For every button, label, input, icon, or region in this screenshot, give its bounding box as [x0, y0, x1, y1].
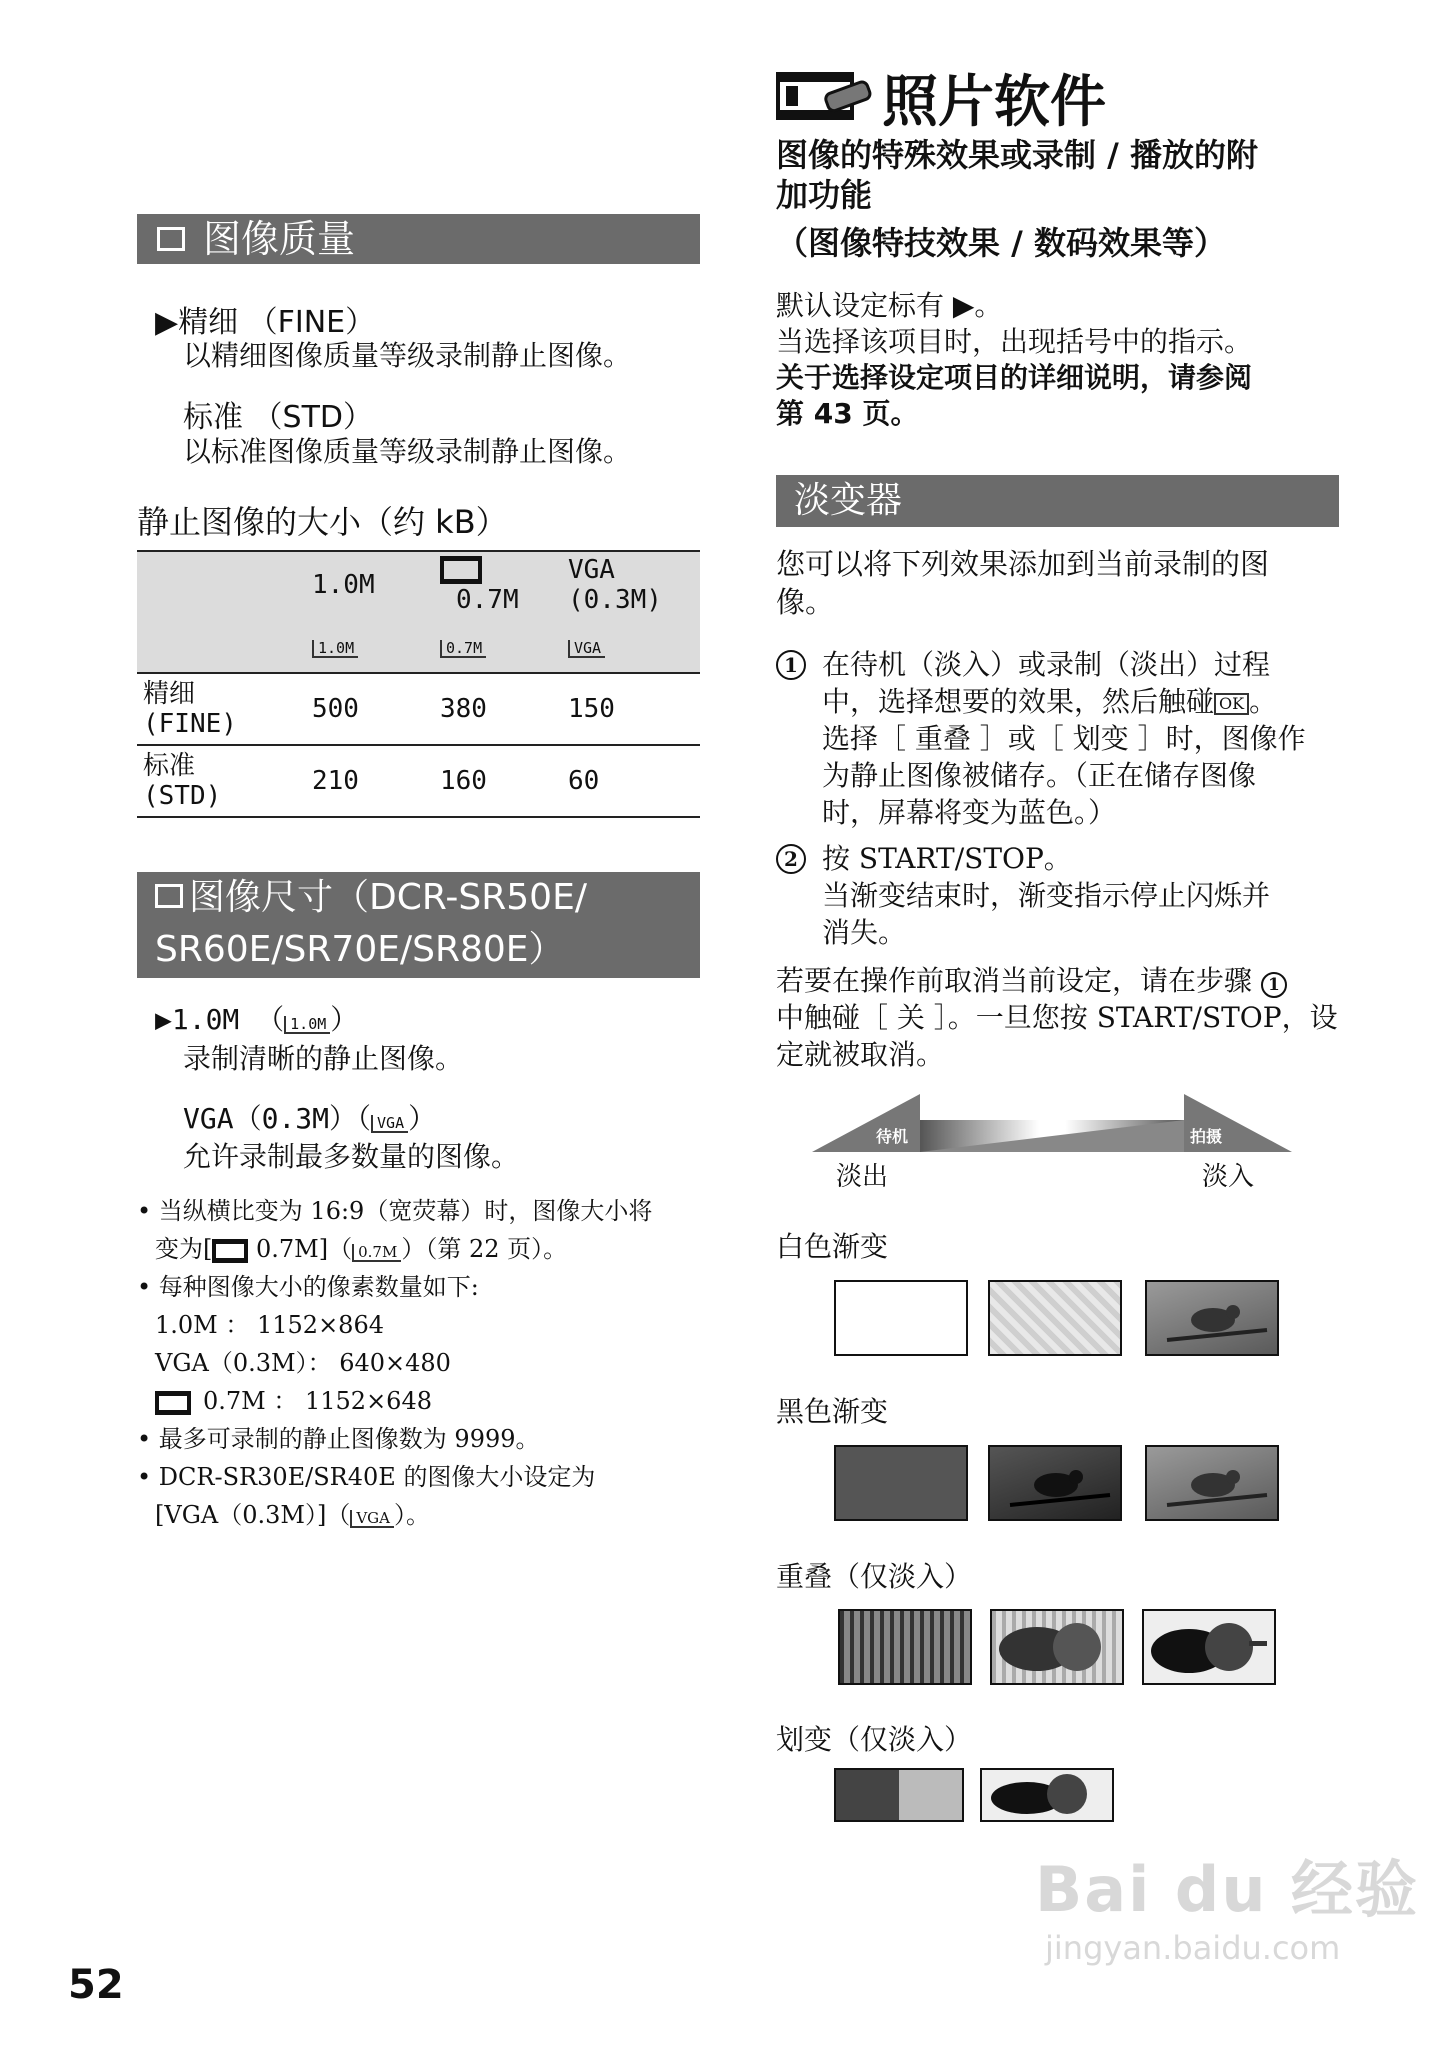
menu-square-icon	[155, 884, 183, 908]
cell: 500	[312, 673, 440, 745]
col-header: 0.7M	[440, 551, 568, 617]
note-item: • 每种图像大小的像素数量如下:	[137, 1273, 479, 1301]
col-header: VGA (0.3M)	[568, 551, 700, 617]
bird-image	[1147, 1282, 1277, 1354]
note-item: 0.7M ： 1152×648	[137, 1382, 717, 1420]
intro-line: 第 43 页。	[776, 397, 919, 430]
section-title-line2: SR60E/SR70E/SR80E）	[155, 929, 565, 970]
black-fade-thumb-1	[834, 1445, 968, 1521]
step-2	[776, 840, 1346, 951]
size-notes	[137, 1192, 717, 1534]
opt2-label: VGA（0.3M）（ VGA ）	[183, 1102, 437, 1135]
table-row	[137, 745, 700, 817]
watermark-logo: Bai du 经验	[1035, 1853, 1420, 1926]
size-chip: VGA	[350, 1510, 394, 1528]
acorn-image	[992, 1611, 1122, 1683]
wipe-thumb-1	[834, 1768, 964, 1822]
recording-tag: 拍摄	[1190, 1127, 1223, 1146]
image-size-table	[137, 550, 700, 818]
white-fade-thumb-2	[988, 1280, 1122, 1356]
size-chip: 1.0M	[312, 640, 358, 658]
row-label: 精细 (FINE)	[137, 673, 312, 745]
step-line: 中，选择想要的效果，然后触碰 OK 。	[822, 685, 1278, 718]
image-size-heading	[137, 872, 700, 978]
size-chip: VGA	[371, 1115, 408, 1133]
cancel-line: 若要在操作前取消当前设定，请在步骤 1	[776, 962, 1346, 999]
step-line: 为静止图像被储存。（正在储存图像	[822, 759, 1257, 792]
film-camera-icon	[776, 64, 876, 122]
note-item: • 最多可录制的静止图像数为 9999。	[137, 1425, 540, 1453]
subtitle-line1: 图像的特殊效果或录制 / 播放的附	[776, 136, 1258, 174]
baidu-watermark	[1035, 1840, 1419, 1967]
note-item: [VGA（0.3M）]（ VGA ）。	[155, 1501, 430, 1529]
desc-line: 像。	[776, 585, 835, 619]
image-quality-heading	[137, 214, 700, 264]
ok-button-icon: OK	[1214, 693, 1249, 715]
white-fade-thumb-3	[1145, 1280, 1279, 1356]
bird-image	[1147, 1447, 1277, 1519]
fader-heading	[776, 475, 1339, 527]
size-chip: 0.7M	[440, 640, 486, 658]
note-item: • 当纵横比变为 16:9（宽荧幕）时，图像大小将	[137, 1197, 653, 1225]
cell: 380	[440, 673, 568, 745]
size-chip: 1.0M	[284, 1016, 330, 1034]
menu-square-icon	[157, 227, 185, 251]
step-line: 当渐变结束时，渐变指示停止闪烁并	[822, 879, 1271, 912]
black-fade-thumb-2	[988, 1445, 1122, 1521]
note-item: 变为[ 0.7M]（ 0.7M ）（第 22 页）。	[155, 1235, 568, 1263]
overlap-thumb-2	[990, 1609, 1124, 1685]
subtitle-line2: 加功能	[776, 176, 873, 214]
size-table-title: 静止图像的大小（约 kB）	[137, 503, 508, 541]
fade-diagram	[812, 1090, 1292, 1190]
standby-tag: 待机	[876, 1127, 909, 1146]
overlap-thumb-3	[1142, 1609, 1276, 1685]
fade-in-label: 淡入	[1202, 1162, 1255, 1192]
intro-line: 关于选择设定项目的详细说明，请参阅	[776, 361, 1253, 394]
section-title: 淡变器	[794, 480, 903, 521]
size-chip: 0.7M	[352, 1244, 401, 1262]
bird-image	[990, 1447, 1120, 1519]
effect-label: 划变（仅淡入）	[776, 1723, 973, 1756]
step-line: 按 START/STOP。	[822, 842, 1072, 875]
size-chip: VGA	[568, 640, 605, 658]
white-fade-thumb-1	[834, 1280, 968, 1356]
note-item: 1.0M ： 1152×864	[155, 1311, 384, 1339]
intro-text	[776, 288, 1252, 432]
step-number-icon: 1	[1261, 972, 1287, 998]
fader-desc	[776, 545, 1269, 621]
acorn-image	[1144, 1611, 1274, 1683]
black-fade-thumb-3	[1145, 1445, 1279, 1521]
effect-label: 白色渐变	[776, 1230, 889, 1263]
cell: 60	[568, 745, 700, 817]
cancel-line: 中触碰［ 关 ］。一旦您按 START/STOP，设	[776, 1001, 1338, 1034]
cell: 160	[440, 745, 568, 817]
cell: 210	[312, 745, 440, 817]
note-item: • DCR-SR30E/SR40E 的图像大小设定为	[137, 1463, 596, 1491]
step-line: 消失。	[822, 916, 907, 949]
section-title: 图像尺寸（DCR-SR50E/	[189, 877, 587, 918]
std-label: 标准 （STD）	[183, 400, 374, 435]
wipe-thumb-2	[980, 1768, 1114, 1822]
acorn-image	[982, 1770, 1112, 1820]
col-header: 1.0M	[312, 551, 440, 617]
opt2-desc: 允许录制最多数量的图像。	[183, 1140, 520, 1173]
overlap-thumb-1	[838, 1609, 972, 1685]
watermark-url: jingyan.baidu.com	[1045, 1929, 1341, 1967]
widescreen-icon	[440, 556, 482, 584]
fine-label: ▶精细 （FINE）	[155, 305, 376, 340]
page-heading: 照片软件	[882, 70, 1106, 135]
page-number: 52	[68, 1962, 124, 2008]
section-title: 图像质量	[203, 217, 356, 261]
intro-line: 当选择该项目时，出现括号中的指示。	[776, 325, 1253, 358]
desc-line: 您可以将下列效果添加到当前录制的图	[776, 547, 1270, 581]
step-number-icon: 1	[776, 650, 806, 680]
step-1	[776, 646, 1346, 831]
opt1-desc: 录制清晰的静止图像。	[183, 1042, 464, 1075]
widescreen-icon	[155, 1391, 191, 1415]
effect-label: 黑色渐变	[776, 1395, 889, 1428]
row-label: 标准 (STD)	[137, 745, 312, 817]
cancel-text	[776, 962, 1346, 1073]
opt1-label: ▶1.0M （ 1.0M ）	[155, 1003, 359, 1036]
fade-out-label: 淡出	[836, 1162, 889, 1192]
std-desc: 以标准图像质量等级录制静止图像。	[183, 435, 632, 468]
step-line: 时，屏幕将变为蓝色。）	[822, 796, 1117, 829]
step-line: 在待机（淡入）或录制（淡出）过程	[822, 648, 1271, 681]
subtitle-line3: （图像特技效果 / 数码效果等）	[776, 224, 1226, 262]
cancel-line: 定就被取消。	[776, 1038, 945, 1071]
step-number-icon: 2	[776, 844, 806, 874]
fine-desc: 以精细图像质量等级录制静止图像。	[183, 339, 632, 372]
step-line: 选择［ 重叠 ］或［ 划变 ］时，图像作	[822, 722, 1306, 755]
widescreen-icon	[212, 1239, 248, 1263]
table-row	[137, 673, 700, 745]
intro-line: 默认设定标有 ▶。	[776, 289, 1003, 322]
cell: 150	[568, 673, 700, 745]
effect-label: 重叠（仅淡入）	[776, 1560, 973, 1593]
note-item: VGA（0.3M）： 640×480	[155, 1349, 451, 1377]
